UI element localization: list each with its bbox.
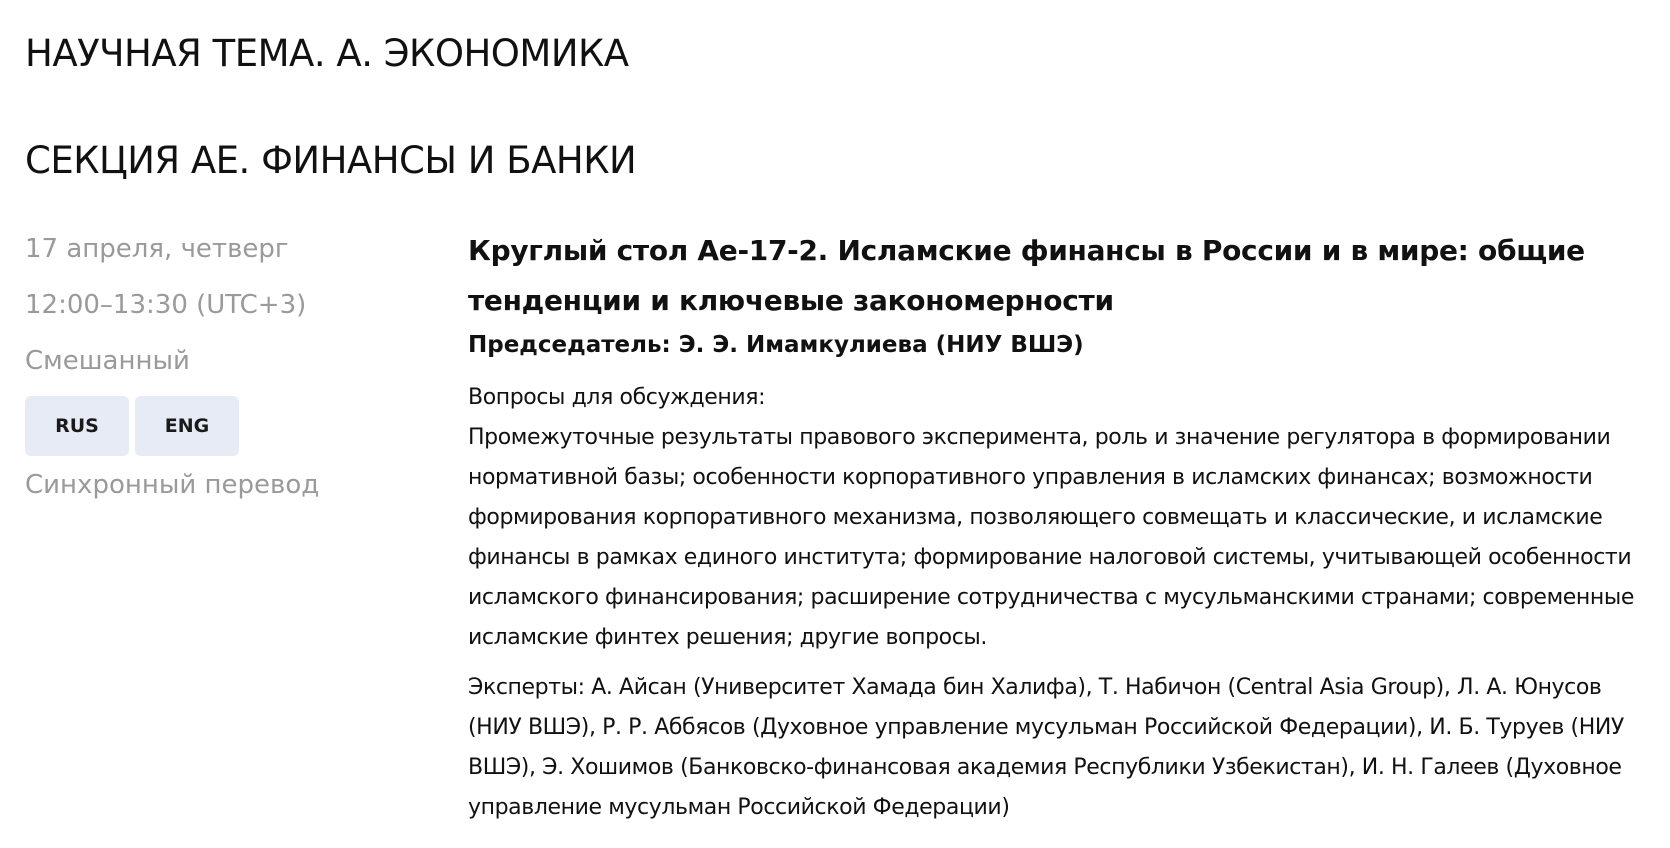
event-title: Круглый стол Ае-17-2. Исламские финансы в России и в мире: общие тенденции и ключевые закономерности [468,234,1585,317]
translation-label: Синхронный перевод [25,470,320,500]
language-buttons [25,396,425,456]
event-format: Смешанный [25,346,190,376]
event-meta [25,232,425,524]
experts-text: Эксперты: А. Айсан (Университет Хамада бин Халифа), Т. Набичон (Central Asia Group), Л. А. Юнусов (НИУ ВШЭ), Р. Р. Аббясов (Духовное управление мусульман Российской Федерации), И. Б. Туруев (НИУ ВШЭ), Э. Хошимов (Банковско-финансовая академия Республики Узбекистан), И. Н. Галеев (Духовное управление мусульман Российской Федерации) [468,675,1624,820]
topic-heading: НАУЧНАЯ ТЕМА. А. ЭКОНОМИКА [25,32,629,75]
section-heading: СЕКЦИЯ АЕ. ФИНАНСЫ И БАНКИ [25,139,637,182]
questions-label: Вопросы для обсуждения: [468,385,766,410]
event-time: 12:00–13:30 (UTC+3) [25,290,307,320]
event-details [468,226,1658,828]
questions-text: Промежуточные результаты правового эксперимента, роль и значение регулятора в формировании нормативной базы; особенности корпоративного управления в исламских финансах; возможности формирования корпоративного механизма, позволяющего совмещать и классические, и исламские финансы в рамках единого института; формирование налоговой системы, учитывающей особенности исламского финансирования; расширение сотрудничества с мусульманскими странами; современные исламские финтех решения; другие вопросы. [468,425,1634,650]
event-date: 17 апреля, четверг [25,234,289,264]
language-button-eng[interactable]: ENG [135,396,239,456]
language-button-rus[interactable]: RUS [25,396,129,456]
event-chair: Председатель: Э. Э. Имамкулиева (НИУ ВШЭ) [468,332,1084,358]
